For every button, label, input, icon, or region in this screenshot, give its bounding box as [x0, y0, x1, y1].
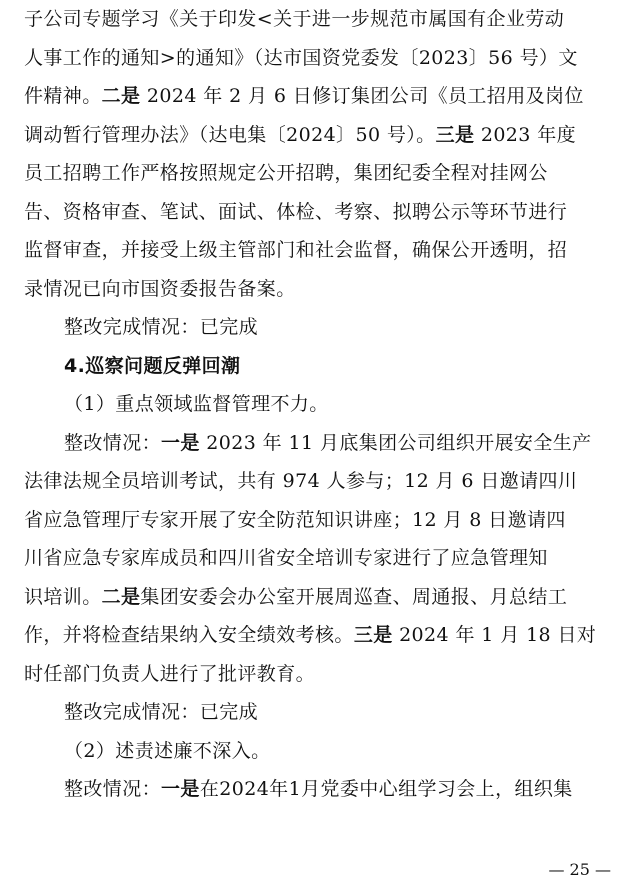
document-body: [24, 0, 614, 809]
bold-keyword: 一是: [161, 778, 200, 800]
paragraph-line: 作，并将检查结果纳入安全绩效考核。三是 2024 年 1 月 18 日对: [24, 624, 597, 646]
page-number: — 25 —: [548, 860, 611, 879]
paragraph-line: 件精神。二是 2024 年 2 月 6 日修订集团公司《员工招用及岗位: [24, 85, 584, 107]
paragraph-line: 整改情况：一是在2024年1月党委中心组学习会上，组织集: [64, 778, 573, 800]
section-heading: 4.巡察问题反弹回潮: [64, 354, 241, 377]
completion-status: 整改完成情况：已完成: [64, 701, 259, 723]
bold-keyword: 三是: [435, 123, 475, 146]
paragraph-line: 员工招聘工作严格按照规定公开招聘，集团纪委全程对挂网公: [24, 162, 548, 184]
bold-keyword: 三是: [353, 624, 393, 646]
paragraph-line: 省应急管理厅专家开展了安全防范知识讲座；12 月 8 日邀请四: [24, 508, 566, 531]
bold-keyword: 一是: [161, 431, 200, 454]
paragraph-line: 子公司专题学习《关于印发<关于进一步规范市属国有企业劳动: [24, 8, 565, 30]
paragraph-line: 法律法规全员培训考试，共有 974 人参与；12 月 6 日邀请四川: [24, 470, 578, 492]
paragraph-line: 川省应急专家库成员和四川省安全培训专家进行了应急管理知: [24, 547, 548, 569]
completion-status: 整改完成情况：已完成: [64, 316, 259, 338]
paragraph-line: 监督审查，并接受上级主管部门和社会监督，确保公开透明，招: [24, 239, 568, 261]
paragraph-line: 识培训。二是集团安委会办公室开展周巡查、周通报、月总结工: [24, 585, 568, 608]
paragraph-line: 录情况已向市国资委报告备案。: [24, 277, 296, 300]
bold-keyword: 二是: [101, 85, 141, 107]
bold-keyword: 二是: [101, 585, 141, 608]
paragraph-line: 时任部门负责人进行了批评教育。: [24, 662, 316, 685]
paragraph-line: 告、资格审查、笔试、面试、体检、考察、拟聘公示等环节进行: [24, 200, 568, 223]
paragraph-line: 人事工作的通知>的通知》（达市国资党委发〔2023〕56 号）文: [24, 46, 578, 69]
paragraph-line: 调动暂行管理办法》（达电集〔2024〕50 号）。三是 2023 年度: [24, 123, 577, 146]
subsection-heading: （1）重点领域监督管理不力。: [64, 393, 329, 415]
subsection-heading: （2）述责述廉不深入。: [64, 739, 271, 762]
paragraph-line: 整改情况：一是 2023 年 11 月底集团公司组织开展安全生产: [64, 431, 592, 454]
